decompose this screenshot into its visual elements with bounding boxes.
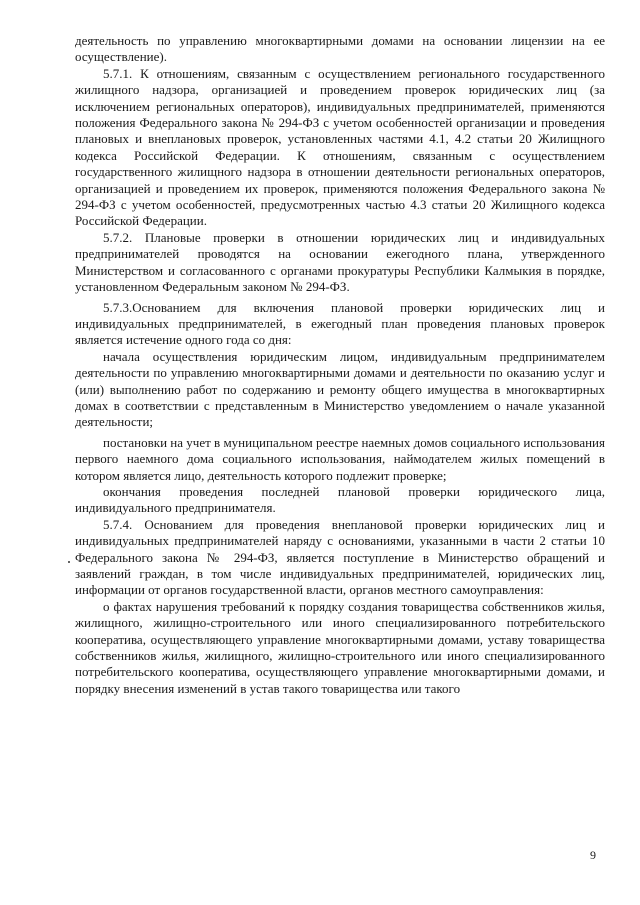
paragraph-5-7-4: 5.7.4. Основанием для проведения внеплановой проверки юридических лиц и индивидуальных предпринимателей наряду с основаниями, указанными в части 2 статьи 10 Федерального закона № 294-ФЗ, является поступление в Министерство обращений и заявлений граждан, в том числе индивидуальных предпринимателей, юридических лиц, информации от органов государственной власти, органов местного самоуправления: <box>75 516 605 598</box>
document-body <box>75 33 605 697</box>
paragraph-5-7-3: 5.7.3.Основанием для включения плановой проверки юридических лиц и индивидуальных предпринимателей, в ежегодный план проведения плановых проверок является истечение одного года со дня: <box>75 299 605 348</box>
list-item-violations: о фактах нарушения требований к порядку создания товарищества собственников жилья, жилищного, жилищно-строительного или иного специализированного потребительского кооператива, осуществляющего управление многоквартирными домами, уставу товарищества собственников жилья, жилищного, жилищно-строительного или иного специализированного потребительского кооператива, осуществляющего управление многоквартирными домами, и порядку внесения изменений в устав такого товарищества или такого <box>75 598 605 696</box>
list-item-last-inspection: окончания проведения последней плановой проверки юридического лица, индивидуального предпринимателя. <box>75 483 605 516</box>
paragraph-5-7-2: 5.7.2. Плановые проверки в отношении юридических лиц и индивидуальных предпринимателей проводятся на основании ежегодного плана, утвержденного Министерством и согласованного с органами прокуратуры Республики Калмыкия в порядке, установленном Федеральным законом № 294-ФЗ. <box>75 229 605 295</box>
page-number: 9 <box>590 848 596 862</box>
paragraph-continuation: деятельность по управлению многоквартирными домами на основании лицензии на ее осуществление). <box>75 33 605 65</box>
list-item-start-of-activity: начала осуществления юридическим лицом, индивидуальным предпринимателем деятельности по управлению многоквартирными домами и деятельности по оказанию услуг и (или) выполнению работ по содержанию и ремонту общего имущества в многоквартирных домах в соответствии с представленным в Министерство уведомлением о начале указанной деятельности; <box>75 348 605 430</box>
paragraph-5-7-1: 5.7.1. К отношениям, связанным с осуществлением регионального государственного жилищного надзора, организацией и проведением проверок юридических лиц (за исключением региональных операторов), индивидуальных предпринимателей, применяются положения Федерального закона № 294-ФЗ с учетом особенностей организации и проведения плановых и внеплановых проверок, установленных частями 4.1, 4.2 статьи 20 Жилищного кодекса Российской Федерации. К отношениям, связанным с осуществлением государственного жилищного надзора в отношении деятельности региональных операторов, организацией и проведением их проверок, применяются положения Федерального закона № 294-ФЗ с учетом особенностей, предусмотренных частью 4.3 статьи 20 Жилищного кодекса Российской Федерации. <box>75 65 605 229</box>
list-item-registration: постановки на учет в муниципальном реестре наемных домов социального использования первого наемного дома социального использования, наймодателем жилых помещений в котором является лицо, деятельность которого подлежит проверке; <box>75 434 605 483</box>
scan-dot <box>68 561 70 563</box>
